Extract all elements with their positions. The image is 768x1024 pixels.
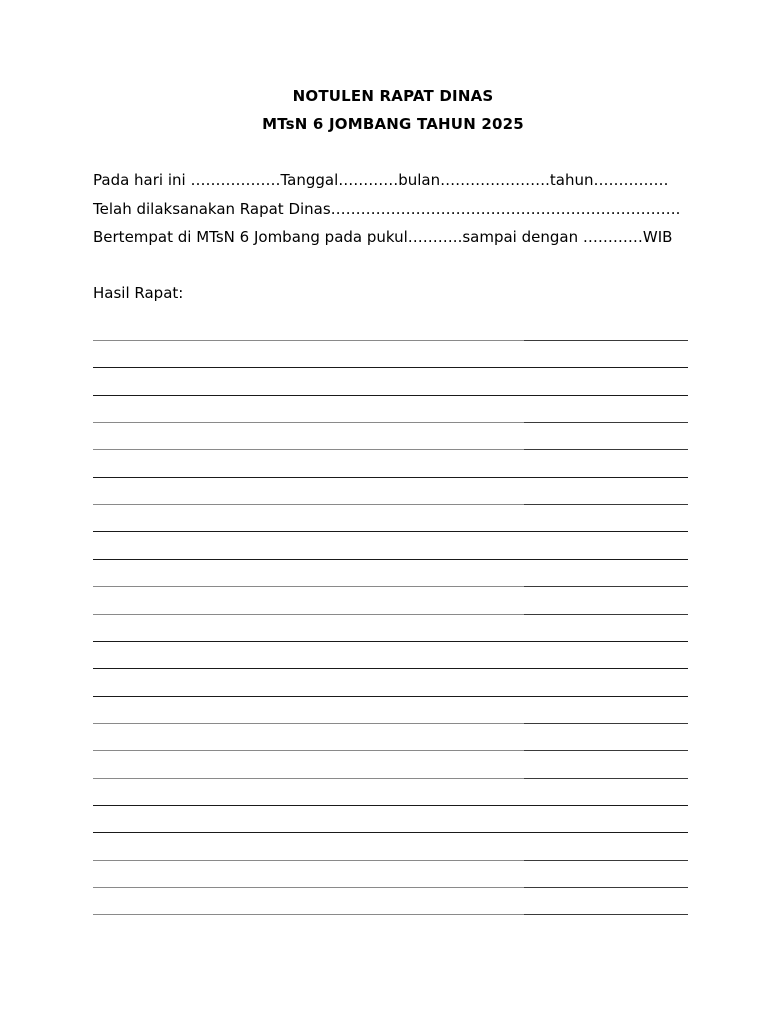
intro-line-date: Pada hari ini ………………Tanggal…………bulan………………….tahun…………… [93,171,669,189]
document-title: NOTULEN RAPAT DINAS [292,87,494,105]
hasil-rapat-label: Hasil Rapat: [93,284,184,302]
intro-line-location-time: Bertempat di MTsN 6 Jombang pada pukul………..sampai dengan …………WIB [93,228,673,246]
intro-line-meeting: Telah dilaksanakan Rapat Dinas……………………………………………………………. [93,200,681,218]
document-subtitle: MTsN 6 JOMBANG TAHUN 2025 [262,115,524,133]
